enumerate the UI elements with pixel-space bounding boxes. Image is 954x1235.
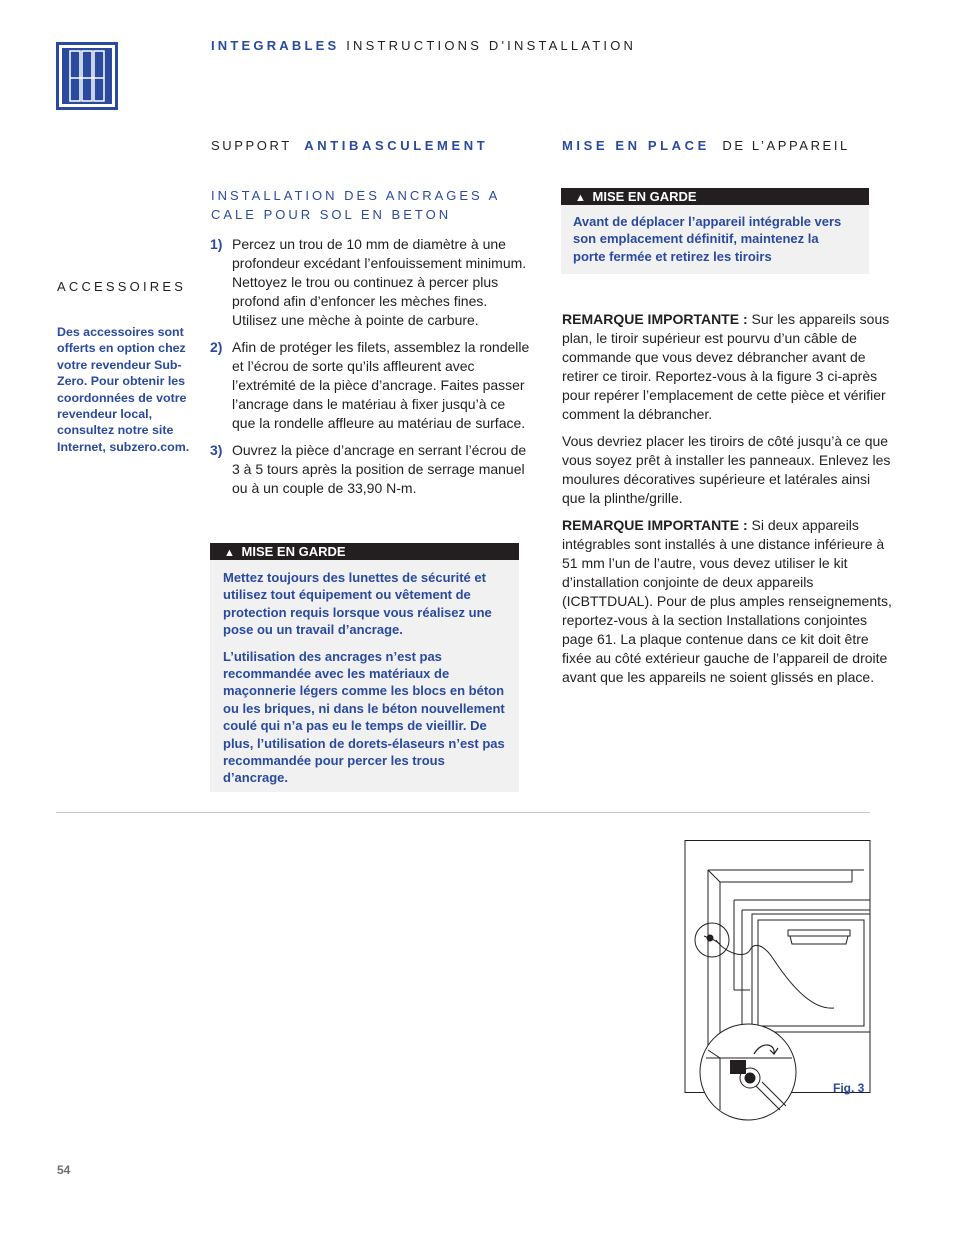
- steps-list: [210, 235, 530, 506]
- page-header: [211, 38, 636, 53]
- note-text: Si deux appareils intégrables sont installés à une distance inférieure à 51 mm l’un de l’autre, vous devez utiliser le kit d’installation conjointe de deux appareils (ICBTTDUAL). Pour de plus amples renseignements, reportez-vous à la section Installations conjointes page 61. La plaque contenue dans ce kit doit être fixée au côté extérieur gauche de l’appareil de droite avant que les appareils ne soient glissés en place.: [562, 517, 892, 685]
- header-title: INSTRUCTIONS D'INSTALLATION: [346, 38, 637, 53]
- list-item: [210, 235, 530, 330]
- page-number: 54: [57, 1163, 71, 1177]
- subheading-anchors: [211, 186, 500, 224]
- placement-text: [562, 310, 892, 695]
- heading-emphasis: MISE EN PLACE: [562, 138, 710, 153]
- warning-triangle-icon: ▲: [224, 547, 235, 559]
- warning-paragraph: Avant de déplacer l’appareil intégrable vers son emplacement définitif, maintenez la porte fermée et retirez les tiroirs: [573, 214, 842, 264]
- warning-body: [561, 205, 869, 265]
- step-text: Percez un trou de 10 mm de diamètre à une profondeur excédant l’enfouissement minimum. Nettoyez le trou ou continuez à percer plus profond afin d’enfoncer les mèches fines. Utilisez une mèche à pointe de carbure.: [232, 236, 527, 328]
- important-note: [562, 516, 892, 687]
- step-number: 3): [210, 442, 223, 458]
- step-number: 2): [210, 339, 223, 355]
- list-item: [210, 338, 530, 433]
- warning-header: [561, 188, 869, 205]
- subheading-line-2: CALE POUR SOL EN BETON: [211, 207, 452, 222]
- section-divider: [56, 812, 870, 813]
- heading-emphasis: ANTIBASCULEMENT: [304, 138, 489, 153]
- warning-box-moving: [561, 188, 869, 274]
- body-paragraph: Vous devriez placer les tiroirs de côté jusqu’à ce que vous soyez prêt à installer les panneaux. Enlevez les moulures décoratives supérieure et latérales ainsi que la plinthe/grille.: [562, 433, 891, 506]
- note-label: REMARQUE IMPORTANTE :: [562, 311, 748, 327]
- header-brand: INTEGRABLES: [211, 38, 340, 53]
- heading-suffix: DE L’APPAREIL: [722, 138, 850, 153]
- sidebar-title: ACCESSOIRES: [57, 279, 187, 294]
- warning-paragraph: L’utilisation des ancrages n’est pas recommandée avec les matériaux de maçonnerie légers comme les blocs en béton ou les briques, ni dans le béton nouvellement coulé qui n’a pas eu le temps de vieillir. De plus, l’utilisation de dorets-élaseurs n’est pas recommandée pour percer les trous d’ancrage.: [223, 648, 505, 786]
- refrigerator-logo-icon: [56, 42, 118, 110]
- warning-header: [210, 543, 519, 560]
- warning-label: MISE EN GARDE: [241, 544, 346, 559]
- warning-label: MISE EN GARDE: [592, 189, 697, 204]
- warning-paragraph: Mettez toujours des lunettes de sécurité et utilisez tout équipement ou vêtement de protection requis lorsque vous réalisez une pose ou un travail d’ancrage.: [223, 570, 492, 638]
- warning-triangle-icon: ▲: [575, 192, 586, 204]
- list-item: [210, 441, 530, 498]
- note-label: REMARQUE IMPORTANTE :: [562, 517, 748, 533]
- important-note: [562, 310, 892, 424]
- warning-box-anchoring: [210, 543, 519, 792]
- section-heading-placement: [562, 138, 850, 153]
- step-text: Afin de protéger les filets, assemblez la rondelle et l’écrou de sorte qu’ils affleurent avec l’extrémité de la pièce d’ancrage. Faites passer l’ancrage dans le matériau à fixer jusqu’à ce que la rondelle affleure au matériau de surface.: [232, 339, 530, 431]
- section-heading-support: [211, 138, 488, 153]
- warning-body: [210, 560, 519, 787]
- step-text: Ouvrez la pièce d’ancrage en serrant l’écrou de 3 à 5 tours après la position de serrage manuel ou à un couple de 33,90 N-m.: [232, 442, 527, 496]
- subheading-line-1: INSTALLATION DES ANCRAGES A: [211, 188, 501, 203]
- step-number: 1): [210, 236, 223, 252]
- figure-caption: Fig. 3: [833, 1081, 865, 1095]
- note-text: Sur les appareils sous plan, le tiroir supérieur est pourvu d’un câble de commande que vous devez débrancher avant de retirer ce tiroir. Reportez-vous à la figure 3 ci-après pour repérer l’emplacement de cette pièce et vérifier comment la débrancher.: [562, 311, 890, 422]
- heading-prefix: SUPPORT: [211, 138, 292, 153]
- sidebar-note: Des accessoires sont offerts en option chez votre revendeur Sub-Zero. Pour obtenir les coordonnées de votre revendeur local, consultez notre site Internet, subzero.com.: [57, 325, 190, 454]
